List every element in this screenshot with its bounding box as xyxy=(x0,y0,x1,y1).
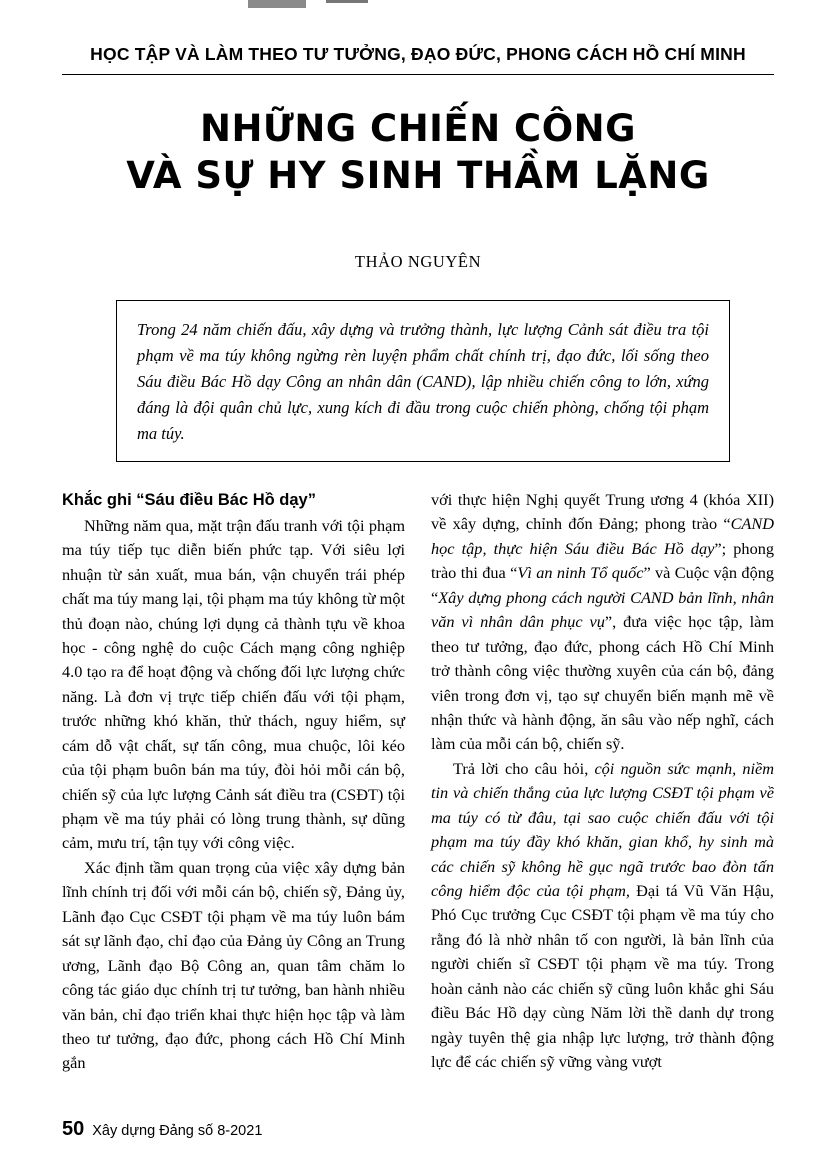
column-left xyxy=(62,488,405,1076)
rc-p1-seg-3: ” và Cuộc vận động “ xyxy=(431,563,774,607)
rc-p1-seg-1: với thực hiện Nghị quyết Trung ương 4 (khóa XII) về xây dựng, chỉnh đốn Đảng; phong trào “ xyxy=(431,490,774,534)
lead-paragraph-text: Trong 24 năm chiến đấu, xây dựng và trưởng thành, lực lượng Cảnh sát điều tra tội phạm về ma túy không ngừng rèn luyện phẩm chất chính trị, đạo đức, lối sống theo Sáu điều Bác Hồ dạy Công an nhân dân (CAND), lập nhiều chiến công to lớn, xứng đáng là đội quân chủ lực, xung kích đi đầu trong cuộc chiến phòng, chống tội phạm ma túy. xyxy=(137,319,709,443)
left-column-paragraph-2: Xác định tầm quan trọng của việc xây dựng bản lĩnh chính trị đối với mỗi cán bộ, chiến sỹ, Đảng ủy, Lãnh đạo Cục CSĐT tội phạm về ma túy luôn bám sát sự lãnh đạo, chỉ đạo của Đảng ủy Công an Trung ương, Lãnh đạo Bộ Công an, quan tâm chăm lo công tác giáo dục chính trị tư tưởng, ban hành nhiều văn bản, chỉ đạo triển khai thực hiện học tập và làm theo tư tưởng, đạo đức, phong cách Hồ Chí Minh gắn xyxy=(62,857,405,1073)
right-column-paragraph-2 xyxy=(431,757,774,1075)
right-column-paragraph-1 xyxy=(431,488,774,757)
page-title xyxy=(62,105,774,200)
rc-p2-italic-1: cội nguồn sức mạnh, niềm tin và chiến thắng của lực lượng CSĐT tội phạm về ma túy có từ đâu, tại sao cuộc chiến đấu với tội phạm ma túy đầy khó khăn, gian khổ, hy sinh mà các chiến sỹ không hề gục ngã trước bao đòn tấn công hiểm độc của tội phạm, xyxy=(431,758,774,901)
page-number: 50 xyxy=(62,1118,85,1140)
page-footer xyxy=(62,1118,262,1141)
left-column-paragraph-1: Những năm qua, mặt trận đấu tranh với tội phạm ma túy tiếp tục diễn biến phức tạp. Với siêu lợi nhuận từ sản xuất, mua bán, vận chuyển trái phép chất ma túy mang lại, tội phạm ma túy không từ một thủ đoạn nào, chúng lợi dụng cả thành tựu về khoa học - công nghệ do cuộc Cách mạng công nghiệp 4.0 tạo ra để hoạt động và chống đối lực lượng chức năng. Là đơn vị trực tiếp chiến đấu với tội phạm, trước những khó khăn, thử thách, nguy hiểm, sự cám dỗ vật chất, sự tấn công, mua chuộc, lôi kéo của tội phạm buôn bán ma túy, đòi hỏi mỗi cán bộ, chiến sỹ của lực lượng Cảnh sát điều tra (CSĐT) tội phạm về ma túy phải có lòng trung thành, sự dũng cảm, mưu trí, tận tụy với công việc. xyxy=(62,515,405,853)
rc-p1-italic-3: Xây dựng phong cách người CAND bản lĩnh, nhân văn vì nhân dân phục vụ xyxy=(431,587,774,632)
section-kicker: HỌC TẬP VÀ LÀM THEO TƯ TƯỞNG, ĐẠO ĐỨC, PHONG CÁCH HỒ CHÍ MINH xyxy=(62,44,774,75)
column-right xyxy=(431,488,774,1076)
rc-p2-seg-2: Đại tá Vũ Văn Hậu, Phó Cục trưởng Cục CSĐT tội phạm về ma túy cho rằng đó là nhờ nhân tố con người, là bản lĩnh của người chiến sĩ CSĐT tội phạm về ma túy. Trong hoàn cảnh nào các chiến sỹ cũng luôn khắc ghi Sáu điều Bác Hồ dạy cùng Năm lời thề danh dự trong ngày tuyên thệ gia nhập lực lượng, trở thành động lực để các chiến sỹ vững vàng vượt xyxy=(431,881,774,1072)
page-title-line-2: VÀ SỰ HY SINH THẦM LẶNG xyxy=(126,154,710,198)
publication-source: Xây dựng Đảng số 8-2021 xyxy=(92,1123,263,1139)
rc-p1-italic-2: Vì an ninh Tổ quốc xyxy=(517,563,644,583)
rc-p1-seg-2: ”; phong trào thi đua “ xyxy=(431,538,774,583)
author-byline: THẢO NGUYÊN xyxy=(354,251,482,271)
lead-paragraph-box xyxy=(116,300,730,462)
rc-p1-italic-1: CAND học tập, thực hiện Sáu điều Bác Hồ dạy xyxy=(431,514,774,558)
body-columns xyxy=(62,488,774,1076)
page-title-line-1: NHỮNG CHIẾN CÔNG xyxy=(199,107,636,150)
rc-p1-seg-4: ”, đưa việc học tập, làm theo tư tưởng, đạo đức, phong cách Hồ Chí Minh trở thành công việc thường xuyên của cán bộ, đảng viên trong đơn vị, tạo sự chuyển biến mạnh mẽ về nhận thức và hành động, ăn sâu vào nếp nghĩ, cách làm của mỗi cán bộ, chiến sỹ. xyxy=(431,612,775,754)
rc-p2-seg-1: Trả lời cho câu hỏi, xyxy=(453,758,595,778)
left-column-subheading: Khắc ghi “Sáu điều Bác Hồ dạy” xyxy=(62,491,316,510)
